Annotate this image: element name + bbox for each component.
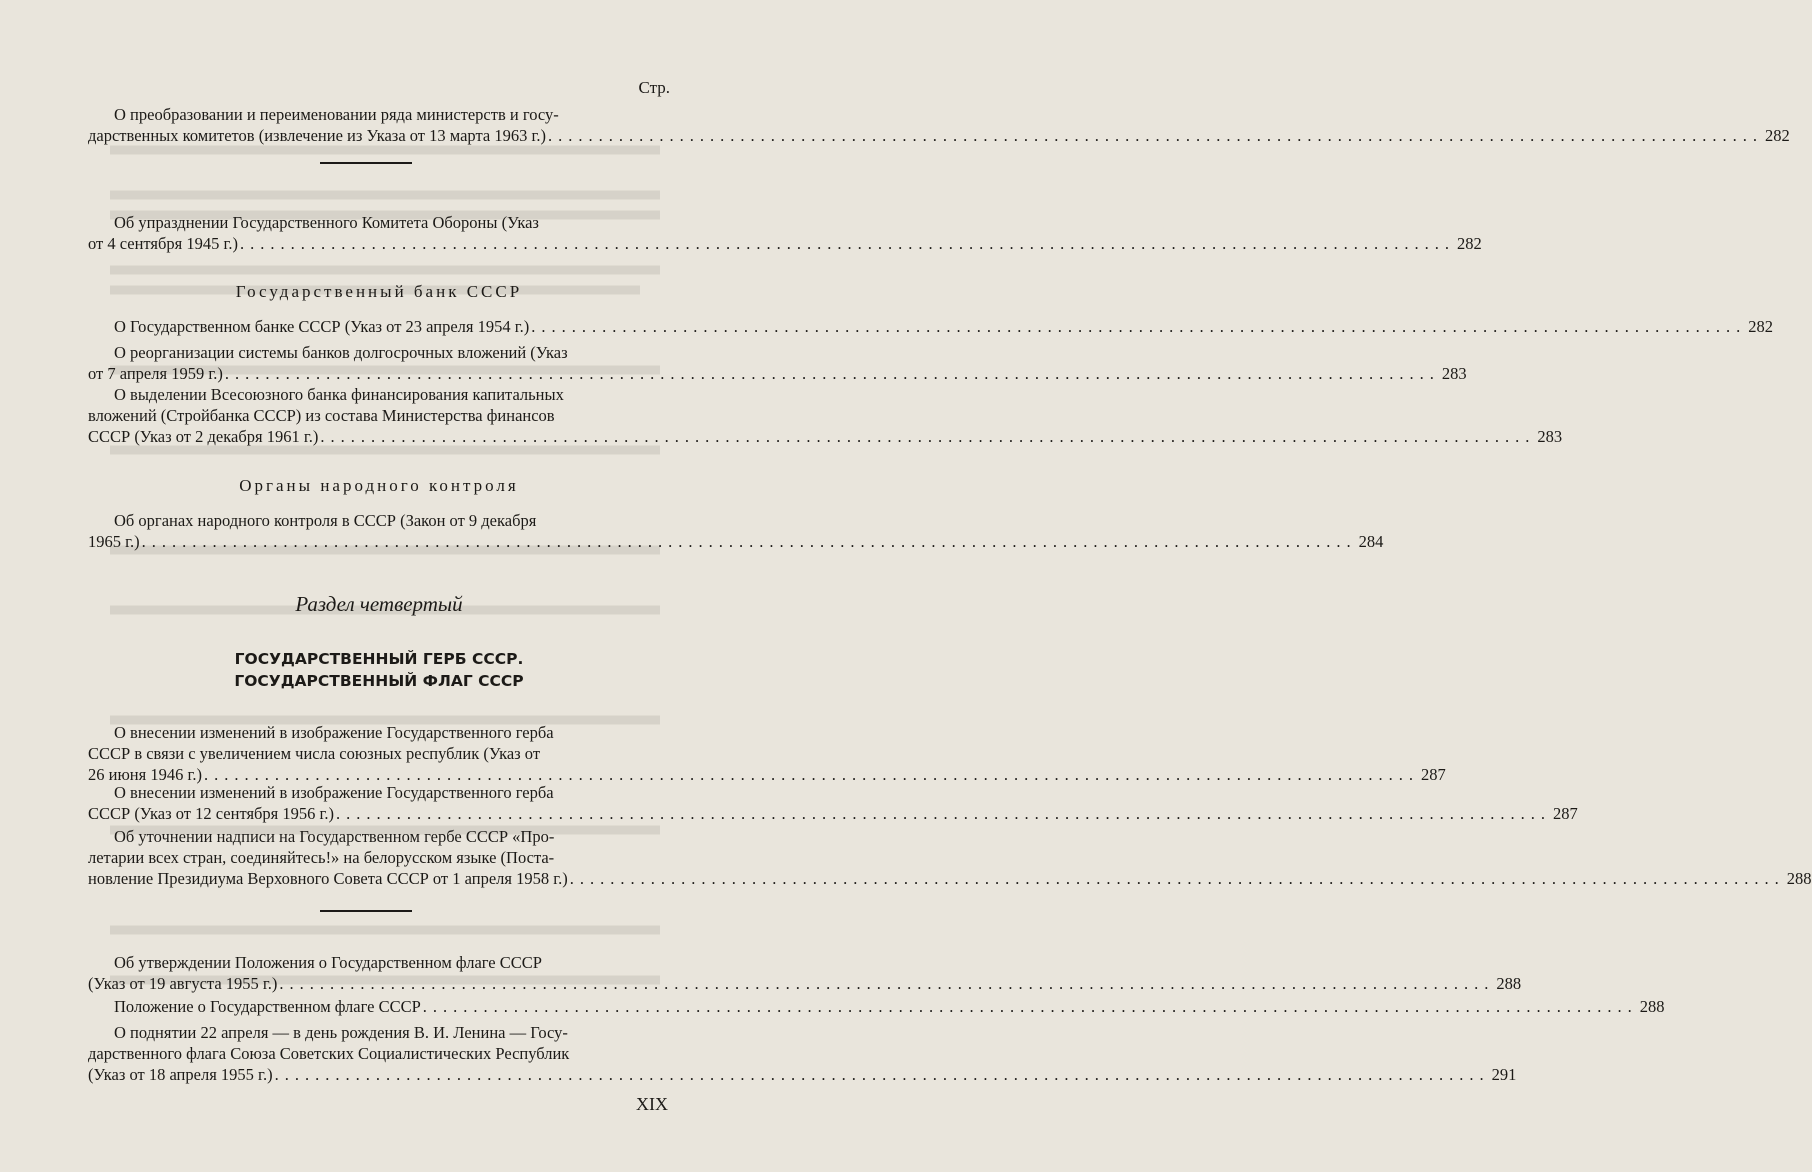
page-number: 287 [1553,804,1578,823]
subsection-heading-control: Органы народного контроля [239,476,519,495]
page-number: 284 [1358,532,1384,551]
page-number: 283 [1441,364,1467,383]
page-column-label: Стр. [638,78,670,97]
toc-entry: О преобразовании и переименовании ряда министерств и госу- дарственных комитетов (извлечение из Указа от 13 марта 1963 г.) ........................................................................................................................ 282 [88,105,1790,145]
toc-entry: Об утверждении Положения о Государственном флаге СССР (Указ от 19 августа 1955 г.) ........................................................................................................................ 288 [88,953,1522,993]
page-number: 282 [1764,126,1790,145]
toc-entry: О внесении изменений в изображение Государственного герба СССР (Указ от 12 сентября 1956 г.) ........................................................................................................................ 287 [88,783,1578,823]
toc-entry: О выделении Всесоюзного банка финансирования капитальных вложений (Стройбанка СССР) из состава Министерства финансов СССР (Указ от 2 декабря 1961 г.) ........................................................................................................................ 283 [88,385,1563,446]
toc-entry: Положение о Государственном флаге СССР ........................................................................................................................ 288 [114,997,1665,1016]
divider-rule [320,162,412,164]
toc-entry: Об упразднении Государственного Комитета Обороны (Указ от 4 сентября 1945 г.) ........................................................................................................................ 282 [88,213,1482,253]
toc-entry: О внесении изменений в изображение Государственного герба СССР в связи с увеличением числа союзных республик (Указ от 26 июня 1946 г.) ........................................................................................................................ 287 [88,723,1446,784]
page-number: 288 [1639,997,1665,1016]
page-number: 282 [1748,317,1774,336]
page-folio: XIX [636,1094,668,1114]
page-number: 288 [1786,869,1812,888]
toc-entry: Об органах народного контроля в СССР (Закон от 9 декабря 1965 г.) ........................................................................................................................ 284 [88,511,1384,551]
toc-entry: О поднятии 22 апреля — в день рождения В. И. Ленина — Госу- дарственного флага Союза Советских Социалистических Республик (Указ от 18 апреля 1955 г.) ........................................................................................................................ 291 [88,1023,1517,1084]
page-number: 282 [1457,234,1482,253]
toc-entry: Об уточнении надписи на Государственном гербе СССР «Про- летарии всех стран, соединяйтесь!» на белорусском языке (Поста- новление Президиума Верховного Совета СССР от 1 апреля 1958 г.) ........................................................................................................................ 288 [88,827,1812,888]
divider-rule [320,910,412,912]
section-subtitle: ГОСУДАРСТВЕННЫЙ ГЕРБ СССР. ГОСУДАРСТВЕННЫЙ ФЛАГ СССР [234,650,524,690]
toc-entry: О реорганизации системы банков долгосрочных вложений (Указ от 7 апреля 1959 г.) ........................................................................................................................ 283 [88,343,1467,383]
toc-entry: О Государственном банке СССР (Указ от 23 апреля 1954 г.) ........................................................................................................................ 282 [114,317,1774,336]
page-number: 287 [1420,765,1446,784]
page-number: 291 [1491,1065,1517,1084]
subsection-heading-bank: Государственный банк СССР [235,282,523,301]
page-number: 288 [1496,974,1522,993]
page-number: 283 [1537,427,1563,446]
section-title: Раздел четвертый [295,592,463,616]
